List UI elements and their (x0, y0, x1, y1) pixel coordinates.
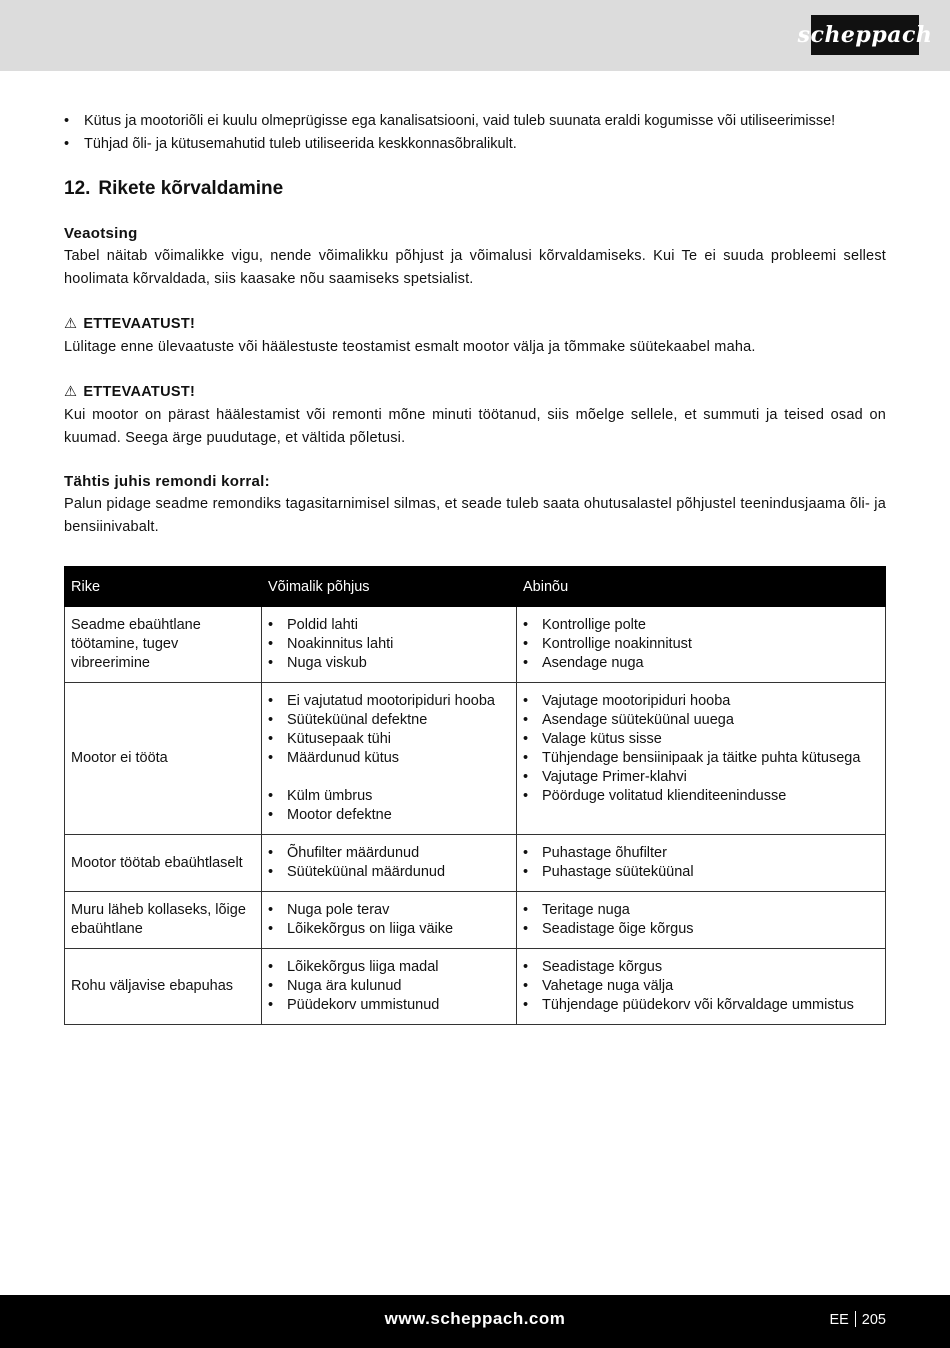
header-voimalik-pohjus: Võimalik põhjus (262, 567, 517, 607)
warning-text: Lülitage enne ülevaatuste või häälestuste teostamist esmalt mootor välja ja tõmmake süütekaabel maha. (64, 339, 756, 355)
page-separator (855, 1311, 856, 1327)
scheppach-logo: scheppach (811, 15, 919, 55)
warning-label: ETTEVAATUST! (83, 316, 196, 332)
remedy-list (523, 616, 879, 673)
header-rike: Rike (65, 567, 262, 607)
warning-triangle-icon: ⚠ (64, 384, 78, 400)
cause-item: • Süüteküünal defektne (268, 711, 510, 730)
veaotsing-text: Tabel näitab võimalikke vigu, nende võimalikku põhjust ja võimalusi kõrvaldamiseks. Kui Te ei suuda probleemi sellest hoolimata kõrvaldada, siis kaasake nõu saamiseks spetsialist. (64, 248, 886, 287)
table-row (65, 607, 886, 683)
cause-list (268, 844, 510, 882)
fault-cell: Mootor ei tööta (65, 683, 262, 835)
page-info (829, 1311, 886, 1328)
remedy-list (523, 844, 879, 882)
remedy-item: • Vahetage nuga välja (523, 977, 879, 996)
cause-item: • Määrdunud kütus (268, 749, 510, 768)
remedy-item: • Puhastage õhufilter (523, 844, 879, 863)
cause-item (268, 768, 510, 787)
cause-item: • Külm ümbrus (268, 787, 510, 806)
remedy-cell (517, 683, 886, 835)
page-number: 205 (861, 1312, 886, 1328)
cause-item: • Nuga viskub (268, 654, 510, 673)
remedy-item: • Valage kütus sisse (523, 730, 879, 749)
remedy-item: • Tühjendage püüdekorv või kõrvaldage ummistus (523, 996, 879, 1015)
cause-item: • Noakinnitus lahti (268, 635, 510, 654)
warning-heading (64, 381, 886, 404)
cause-list (268, 958, 510, 1015)
cause-cell (262, 683, 517, 835)
cause-item: • Nuga ära kulunud (268, 977, 510, 996)
cause-item: • Lõikekõrgus liiga madal (268, 958, 510, 977)
table-row (65, 892, 886, 949)
cause-item: • Nuga pole terav (268, 901, 510, 920)
remedy-item: • Vajutage mootoripiduri hooba (523, 692, 879, 711)
fault-cell: Muru läheb kollaseks, lõige ebaühtlane (65, 892, 262, 949)
table-row (65, 835, 886, 892)
cause-item: • Õhufilter määrdunud (268, 844, 510, 863)
cause-item: • Mootor defektne (268, 806, 510, 825)
cause-cell (262, 949, 517, 1025)
cause-item: • Kütusepaak tühi (268, 730, 510, 749)
cause-item: • Süüteküünal määrdunud (268, 863, 510, 882)
table-row (65, 949, 886, 1025)
table-header-row (65, 567, 886, 607)
section-title: Rikete kõrvaldamine (98, 178, 284, 199)
remedy-item: • Kontrollige noakinnitust (523, 635, 879, 654)
remedy-item: • Asendage nuga (523, 654, 879, 673)
cause-list (268, 616, 510, 673)
repair-note-heading: Tähtis juhis remondi korral: (64, 473, 270, 490)
remedy-item: • Asendage süüteküünal uuega (523, 711, 879, 730)
remedy-cell (517, 607, 886, 683)
cause-item: • Ei vajutatud mootoripiduri hooba (268, 692, 510, 711)
table-row (65, 683, 886, 835)
language-code: EE (829, 1312, 849, 1328)
footer-bar (0, 1295, 950, 1348)
remedy-cell (517, 835, 886, 892)
remedy-cell (517, 892, 886, 949)
troubleshooting-table (64, 566, 886, 1025)
cause-cell (262, 607, 517, 683)
section-heading (64, 176, 886, 202)
intro-bullet: • Kütus ja mootoriõli ei kuulu olmeprügisse ega kanalisatsiooni, vaid tuleb suunata eraldi kogumisse või utiliseerimisse! (64, 110, 886, 133)
table-body (65, 607, 886, 1025)
cause-item: • Lõikekõrgus on liiga väike (268, 920, 510, 939)
veaotsing-heading: Veaotsing (64, 225, 138, 242)
remedy-item: • Puhastage süüteküünal (523, 863, 879, 882)
fault-cell: Seadme ebaühtlane töötamine, tugev vibreerimine (65, 607, 262, 683)
remedy-list (523, 901, 879, 939)
page-content (64, 110, 886, 539)
website-url: www.scheppach.com (384, 1309, 566, 1328)
warning-heading (64, 313, 886, 336)
fault-cell: Rohu väljavise ebapuhas (65, 949, 262, 1025)
fault-cell: Mootor töötab ebaühtlaselt (65, 835, 262, 892)
cause-item: • Püüdekorv ummistunud (268, 996, 510, 1015)
remedy-item: • Seadistage õige kõrgus (523, 920, 879, 939)
warning-text: Kui mootor on pärast häälestamist või remonti mõne minuti töötanud, siis mõelge sellele, et summuti ja teised osad on kuumad. Seega ärge puudutage, et vältida põletusi. (64, 407, 886, 446)
cause-cell (262, 835, 517, 892)
top-header-bar (0, 0, 950, 71)
cause-list (268, 692, 510, 825)
remedy-item: • Tühjendage bensiinipaak ja täitke puhta kütusega (523, 749, 879, 768)
intro-bullet: • Tühjad õli- ja kütusemahutid tuleb utiliseerida keskkonnasõbralikult. (64, 133, 886, 156)
warning-label: ETTEVAATUST! (83, 384, 196, 400)
cause-cell (262, 892, 517, 949)
remedy-item: • Seadistage kõrgus (523, 958, 879, 977)
remedy-list (523, 692, 879, 806)
cause-item: • Poldid lahti (268, 616, 510, 635)
cause-list (268, 901, 510, 939)
remedy-item: • Vajutage Primer-klahvi (523, 768, 879, 787)
remedy-list (523, 958, 879, 1015)
warning-triangle-icon: ⚠ (64, 316, 78, 332)
section-number: 12. (64, 178, 91, 199)
remedy-item: • Teritage nuga (523, 901, 879, 920)
header-abinou: Abinõu (517, 567, 886, 607)
remedy-cell (517, 949, 886, 1025)
remedy-item: • Kontrollige polte (523, 616, 879, 635)
remedy-item: • Pöörduge volitatud klienditeenindusse (523, 787, 879, 806)
repair-note-text: Palun pidage seadme remondiks tagasitarnimisel silmas, et seade tuleb saata ohutusalastel põhjustel teenindusjaama õli- ja bensiinivabalt. (64, 496, 886, 535)
